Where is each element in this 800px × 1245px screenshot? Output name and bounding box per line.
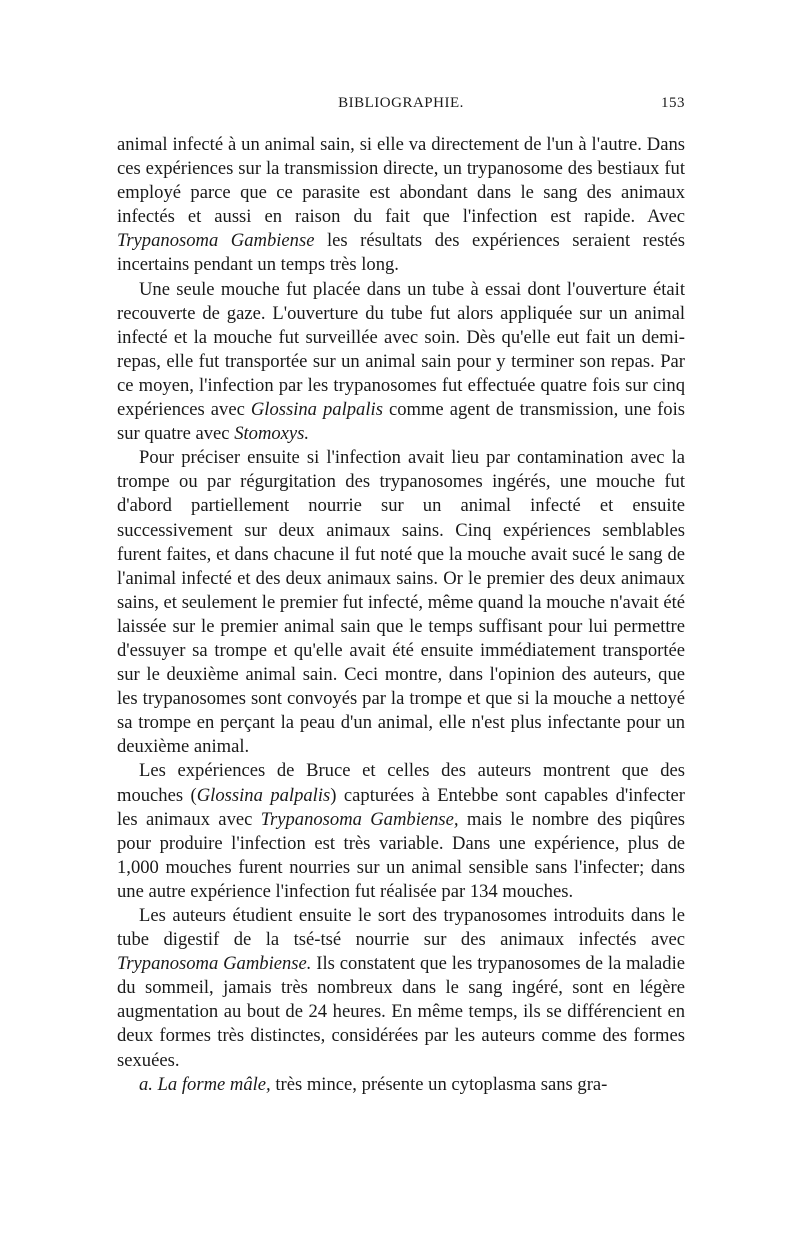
text-run: très mince, présente un cytoplasma sans gra- — [270, 1073, 608, 1095]
text-run: comme agent de transmission, une fois sur quatre avec — [117, 399, 686, 445]
running-head — [117, 95, 685, 123]
italic-text: a. La forme mâle, — [139, 1073, 271, 1095]
paragraph — [117, 446, 685, 759]
text-run: les résultats des expériences seraient restés incertains pendant un temps très long. — [117, 230, 685, 276]
paragraph — [117, 278, 685, 447]
italic-text: Glossina palpalis — [250, 399, 383, 421]
paragraph — [117, 133, 685, 278]
text-run: mais le nombre des piqûres pour produire l'infection est très variable. Dans une expérience, plus de 1,000 mouches furent nourries sur un animal sensible sans l'infecter; dans une autre expérience l'infection fut réalisée par 134 mouches. — [117, 808, 685, 902]
text-run: Les expériences de Bruce et celles des auteurs montrent que des mouches ( — [117, 760, 685, 806]
italic-text: Trypanosoma Gambiense. — [117, 953, 312, 975]
paragraph — [117, 1073, 685, 1097]
text-run: Une seule mouche fut placée dans un tube à essai dont l'ouverture était recouverte de gaze. L'ouverture du tube fut alors appliquée sur un animal infecté et la mouche fut surveillée avec soin. Dès qu'elle eut fait un demi-repas, elle fut transportée sur un animal sain pour y terminer son repas. Par ce moyen, l'infection par les trypanosomes fut effectuée quatre fois sur cinq expériences avec — [117, 278, 685, 421]
text-run: Ils constatent que les trypanosomes de la maladie du sommeil, jamais très nombreux dans le sang ingéré, sont en légère augmentation au bout de 24 heures. En même temps, ils se différencient en deux formes très distinctes, considérées par les auteurs comme des formes sexuées. — [117, 953, 685, 1071]
paragraph — [117, 759, 685, 904]
italic-text: Trypanosoma Gambiense, — [260, 808, 459, 830]
text-run: ) capturées à Entebbe sont capables d'infecter les animaux avec — [117, 784, 686, 830]
book-page — [117, 95, 685, 1097]
running-title: BIBLIOGRAPHIE. — [338, 95, 464, 111]
italic-text: Glossina palpalis — [196, 784, 331, 806]
text-run: animal infecté à un animal sain, si elle va directement de l'un à l'autre. Dans ces expériences sur la transmission directe, un trypanosome des bestiaux fut employé parce que ce parasite est abondant dans le sang des animaux infectés et aussi en raison du fait que l'infection est rapide. Avec — [117, 134, 685, 228]
text-run: Les auteurs étudient ensuite le sort des trypanosomes introduits dans le tube digestif de la tsé-tsé nourrie sur des animaux infectés avec — [117, 905, 685, 951]
text-run: Pour préciser ensuite si l'infection avait lieu par contamination avec la trompe ou par régurgitation des trypanosomes ingérés, une mouche fut d'abord partiellement nourrie sur un animal infecté et ensuite successivement sur deux animaux sains. Cinq expériences semblables furent faites, et dans chacune il fut noté que la mouche avait sucé le sang de l'animal infecté et des deux animaux sains. Or le premier des deux animaux sains, et seulement le premier fut infecté, même quand la mouche n'avait été laissée sur le premier animal sain que le temps suffisant pour lui permettre d'essuyer sa trompe et qu'elle avait été ensuite immédiatement transportée sur le deuxième animal sain. Ceci montre, dans l'opinion des auteurs, que les trypanosomes sont convoyés par la trompe et que si la mouche a nettoyé sa trompe en perçant la peau d'un animal, elle n'est plus infectante pour un deuxième animal. — [117, 447, 685, 758]
italic-text: Trypanosoma Gambiense — [117, 230, 315, 252]
body-text — [117, 133, 685, 1097]
page-number: 153 — [661, 95, 685, 111]
italic-text: Stomoxys. — [234, 423, 310, 445]
paragraph — [117, 904, 685, 1073]
